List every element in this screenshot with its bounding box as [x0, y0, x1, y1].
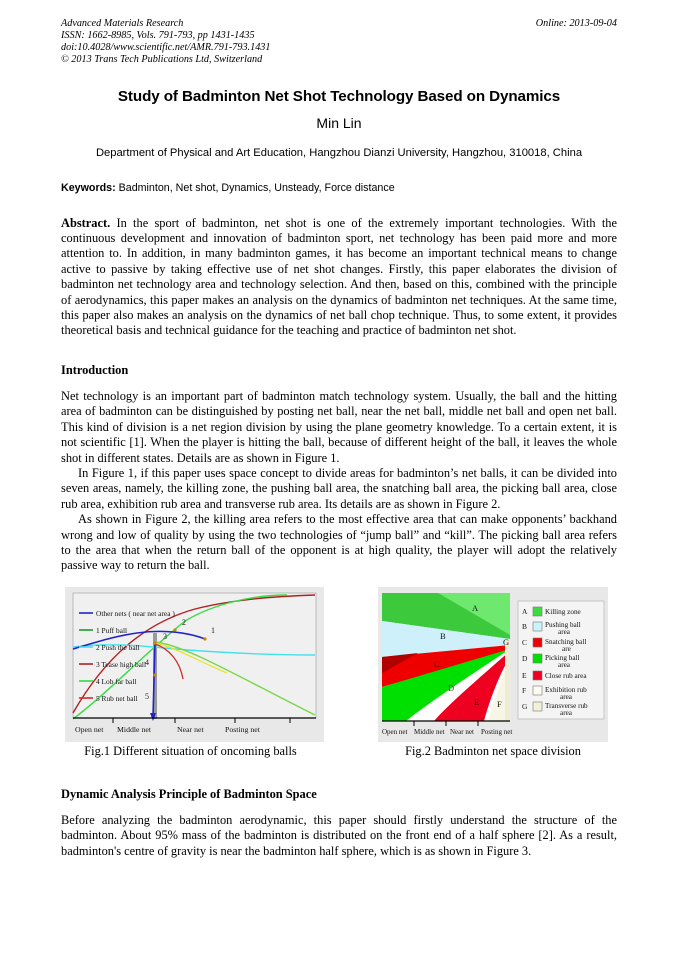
- fig2-legend-label-B: Pushing ball: [545, 620, 581, 629]
- fig2-legend-key-F: F: [522, 685, 527, 695]
- figures-row: [61, 587, 617, 762]
- fig2-legend-swatch-D: [533, 654, 542, 663]
- fig2-region-label-A: A: [472, 602, 479, 613]
- online-date: Online: 2013-09-04: [535, 18, 617, 29]
- section-heading-introduction: Introduction: [61, 362, 129, 377]
- fig2-legend: [518, 601, 604, 719]
- fig1-legend-label-rub-net-ball: 5 Rub net ball: [96, 693, 138, 703]
- keywords-value: Badminton, Net shot, Dynamics, Unsteady, Force distance: [118, 181, 395, 194]
- fig2-legend-label-B-cont: area: [558, 627, 570, 636]
- journal-copyright: © 2013 Trans Tech Publications Ltd, Switzerland: [61, 53, 263, 65]
- fig2-legend-label-E: Close rub area: [545, 671, 587, 680]
- fig2-legend-label-D: Picking ball: [545, 653, 580, 662]
- journal-doi: doi:10.4028/www.scientific.net/AMR.791-793.1431: [61, 41, 271, 53]
- keywords-label: Keywords:: [61, 181, 116, 194]
- page-title: Study of Badminton Net Shot Technology Based on Dynamics: [117, 87, 561, 105]
- fig2-legend-label-F: Exhibition rub: [545, 685, 587, 694]
- fig1-axis-label-middle-net: Middle net: [117, 724, 151, 734]
- intro-paragraph-1: Net technology is an important part of badminton match technology system. Usually, the ball and the hitting area of badminton can be distinguished by posting net ball, near the net ball, middle net ball and open net ball. This kind of division is a net region division by using the plane geometry knowledge. To a certain extent, it is not scientific [1]. When the player is hitting the ball, because of different height of the ball, it leaves the whole shot in different states. Details are as shown in Figure 1.: [61, 388, 617, 465]
- intro-paragraph-2: In Figure 1, if this paper uses space concept to divide areas for badminton’s net balls, it can be divided into seven areas, namely, the killing zone, the pushing ball area, the snatching ball area, the picking ball area, close rub area, exhibition rub area and transverse rub area. Its details are as shown in Figure 2.: [61, 465, 617, 511]
- fig1-legend-label-lob-far-ball: 4 Lob far ball: [96, 676, 137, 686]
- fig2-region-label-C: C: [434, 658, 440, 669]
- abstract: [61, 216, 617, 339]
- figure-2-diagram: [378, 587, 608, 742]
- fig2-region-label-F: F: [497, 698, 502, 709]
- fig1-axis-label-open-net: Open net: [75, 724, 104, 734]
- intro-paragraph-3: As shown in Figure 2, the killing area refers to the most effective area that can make opponents’ backhand wrong and low of quality by using the two technologies of “jump ball” and “kill”. The picking ball area refers to the area that when the return ball of the opponent is at high quality, the player will adopt the relatively passive way to return the ball.: [61, 512, 617, 573]
- fig1-legend-label-tease-high-ball: 3 Tease high ball: [96, 659, 147, 669]
- journal-issn: ISSN: 1662-8985, Vols. 791-793, pp 1431-1435: [61, 29, 255, 41]
- fig2-legend-key-A: A: [522, 606, 528, 616]
- fig2-legend-key-D: D: [522, 653, 528, 663]
- fig2-region-label-E: E: [474, 696, 480, 707]
- author-name: Min Lin: [316, 114, 362, 131]
- fig2-axis-label-posting-net: Posting net: [481, 727, 513, 736]
- fig2-region-label-G: G: [503, 636, 510, 647]
- fig2-legend-swatch-B: [533, 622, 542, 631]
- section-heading-dynamic-analysis: Dynamic Analysis Principle of Badminton Space: [61, 786, 317, 801]
- abstract-label: Abstract.: [61, 215, 111, 230]
- fig1-legend-label-puff-ball: 1 Puff ball: [96, 625, 128, 635]
- fig2-legend-label-C: Snatching ball: [545, 637, 587, 646]
- fig2-legend-key-C: C: [522, 637, 527, 647]
- fig2-legend-key-B: B: [522, 621, 527, 631]
- fig2-legend-label-C-cont: are: [562, 644, 571, 653]
- fig2-legend-label-G: Transverse rub: [545, 701, 588, 710]
- fig1-point-label: 2: [182, 617, 186, 627]
- fig2-axis-label-middle-net: Middle net: [414, 727, 445, 736]
- fig2-legend-label-F-cont: area: [560, 692, 572, 701]
- fig2-axis-label-near-net: Near net: [450, 727, 474, 736]
- fig2-legend-label-A: Killing zone: [545, 607, 581, 616]
- journal-name: Advanced Materials Research: [61, 18, 184, 29]
- figure-2-caption: Fig.2 Badminton net space division: [405, 743, 581, 758]
- keywords-line: [61, 182, 617, 194]
- fig1-point-marker: [173, 628, 176, 631]
- fig1-point-label: 1: [211, 625, 215, 635]
- figure-2: [378, 587, 608, 742]
- fig2-axis-label-open-net: Open net: [382, 727, 408, 736]
- fig2-legend-key-G: G: [522, 701, 528, 711]
- fig2-legend-swatch-F: [533, 686, 542, 695]
- fig1-point-marker: [153, 673, 156, 676]
- journal-header: [61, 18, 617, 66]
- fig2-region-label-B: B: [440, 630, 446, 641]
- fig1-axis-label-posting-net: Posting net: [225, 724, 260, 734]
- dynamic-analysis-paragraph-1: Before analyzing the badminton aerodynamic, this paper should firstly understand the structure of the badminton. About 95% mass of the badminton is distributed on the front end of a half sphere [2]. As a result, badminton's centre of gravity is near the badminton half sphere, which is as shown in Figure 3.: [61, 812, 617, 858]
- fig1-point-marker: [203, 637, 206, 640]
- fig2-region-label-D: D: [448, 682, 455, 693]
- fig2-legend-key-E: E: [522, 670, 527, 680]
- fig2-legend-label-G-cont: area: [560, 708, 572, 717]
- fig2-plot-area: [382, 593, 512, 736]
- page-content: [61, 18, 617, 859]
- affiliation: Department of Physical and Art Education, Hangzhou Dianzi University, Hangzhou, 310018, China: [95, 146, 583, 159]
- fig2-legend-swatch-C: [533, 638, 542, 647]
- fig2-region-G: [503, 636, 510, 721]
- figure-1: [65, 587, 324, 742]
- fig2-legend-swatch-E: [533, 671, 542, 680]
- fig2-legend-swatch-A: [533, 607, 542, 616]
- fig1-point-marker: [153, 641, 157, 645]
- figure-1-caption: Fig.1 Different situation of oncoming balls: [84, 743, 297, 758]
- fig2-legend-label-D-cont: area: [558, 660, 570, 669]
- fig1-point-label: 4: [145, 657, 149, 667]
- fig1-axis-label-near-net: Near net: [177, 724, 204, 734]
- fig1-point-label: 5: [145, 691, 149, 701]
- abstract-text: In the sport of badminton, net shot is one of the extremely important technologies. With the continuous development and innovation of badminton sport, net technology has been paid more and more attention to. In addition, in many badminton games, it has become an important technical means to change active to passive by taking effective use of net shot changes. Firstly, this paper elaborates the division of badminton net technology area and technology selection. And then, based on this, combined with the principle of aerodynamics, this paper makes an analysis on the dynamics of badminton net techniques. At the same time, this paper also makes an analysis on the dynamics of net ball chop technique. Thus, to some extent, it provides theoretical basis and technical guidance for the teaching and practice of badminton net shot.: [61, 215, 617, 338]
- fig1-legend-label-other-nets: Other nets ( near net area ): [96, 608, 175, 618]
- fig2-legend-swatch-G: [533, 702, 542, 711]
- fig1-point-label: 3: [163, 631, 167, 641]
- figure-1-plot: [65, 587, 324, 742]
- fig1-legend-label-push-the-ball: 2 Push the ball: [96, 642, 140, 652]
